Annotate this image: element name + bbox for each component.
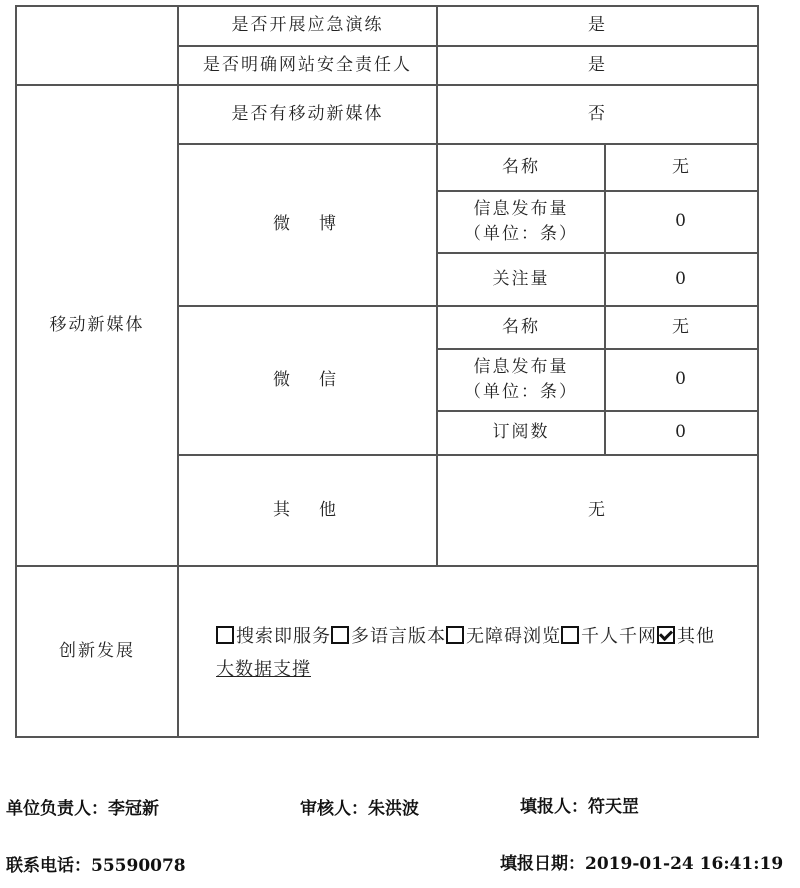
- option-label: 其他: [677, 626, 715, 647]
- option-personalized[interactable]: [561, 626, 657, 647]
- wechat-subscribers-value: 0: [675, 422, 688, 443]
- weibo-posts-value: 0: [675, 211, 688, 232]
- contact-phone: 联系电话：55590078: [6, 856, 186, 876]
- option-label: 多语言版本: [351, 626, 446, 647]
- innovation-label: 创新发展: [59, 640, 135, 661]
- wechat-name-value: 无: [672, 316, 691, 337]
- table-border-bottom: [15, 736, 759, 738]
- checkbox-unchecked-icon[interactable]: [216, 626, 234, 644]
- option-label: 无障碍浏览: [466, 626, 561, 647]
- weibo-name-value: 无: [672, 156, 691, 177]
- mobile-media-section-label: 移动新媒体: [49, 314, 145, 335]
- wechat-posts-label: [438, 350, 604, 410]
- checkbox-unchecked-icon[interactable]: [331, 626, 349, 644]
- unit-head: 单位负责人：李冠新: [6, 799, 159, 819]
- table-border-right: [757, 5, 759, 738]
- filler: 填报人：符天罡: [520, 797, 639, 817]
- option-search-service[interactable]: [216, 626, 331, 647]
- has-mobile-media-value: 否: [588, 103, 607, 124]
- weibo-followers-value: 0: [675, 268, 688, 289]
- reviewer: 审核人：朱洪波: [300, 799, 419, 819]
- weibo-posts-label: [438, 192, 604, 252]
- drill-value: 是: [588, 15, 607, 36]
- checkbox-unchecked-icon[interactable]: [446, 626, 464, 644]
- wechat-posts-label-line2: （单位：条）: [464, 382, 578, 402]
- weibo-name-label: 名称: [502, 156, 540, 177]
- weibo-label: 微 博: [273, 214, 342, 235]
- wechat-name-label: 名称: [502, 316, 540, 337]
- innovation-options: [216, 620, 756, 686]
- wechat-label: 微 信: [273, 369, 342, 390]
- option-multilanguage[interactable]: [331, 626, 446, 647]
- checkbox-checked-icon[interactable]: [657, 626, 675, 644]
- security-owner-value: 是: [588, 54, 607, 75]
- wechat-posts-label-line1: 信息发布量: [473, 356, 569, 377]
- fill-date: 填报日期：2019-01-24 16:41:19: [500, 854, 784, 874]
- weibo-posts-label-line1: 信息发布量: [473, 198, 569, 219]
- security-owner-label: 是否明确网站安全责任人: [203, 54, 412, 75]
- innovation-other-value: 大数据支撑: [216, 659, 311, 680]
- other-media-label: 其 他: [273, 499, 342, 520]
- wechat-subscribers-label: 订阅数: [492, 422, 550, 443]
- other-media-value: 无: [588, 499, 607, 520]
- wechat-posts-value: 0: [675, 369, 688, 390]
- weibo-posts-label-line2: （单位：条）: [464, 224, 578, 244]
- option-accessibility[interactable]: [446, 626, 561, 647]
- option-label: 搜索即服务: [236, 626, 331, 647]
- drill-label: 是否开展应急演练: [231, 15, 384, 36]
- has-mobile-media-label: 是否有移动新媒体: [231, 103, 384, 124]
- checkbox-unchecked-icon[interactable]: [561, 626, 579, 644]
- option-label: 千人千网: [581, 626, 657, 647]
- weibo-followers-label: 关注量: [492, 268, 550, 289]
- option-other[interactable]: [657, 626, 715, 647]
